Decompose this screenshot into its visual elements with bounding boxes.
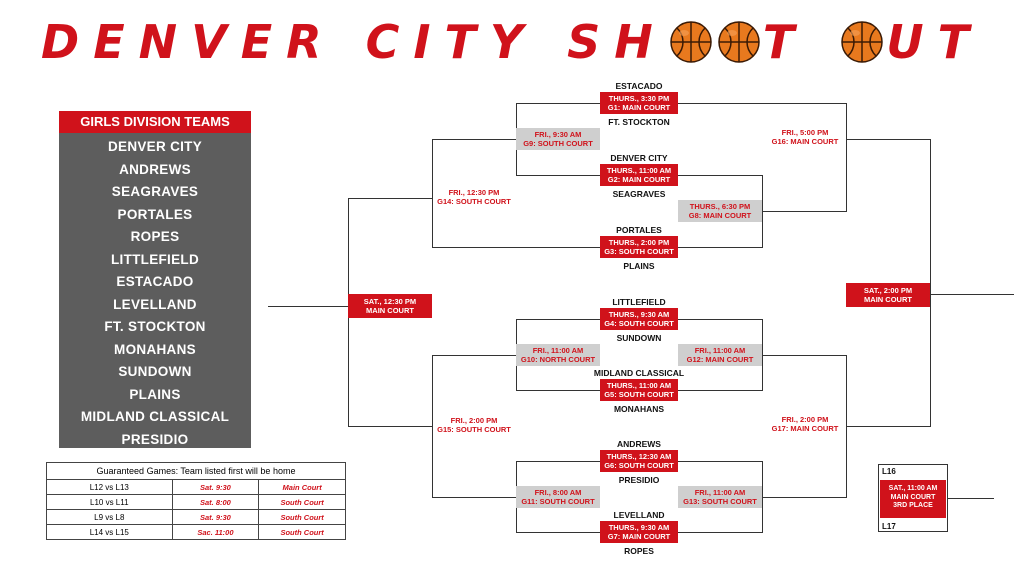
game-court: G2: MAIN COURT — [607, 175, 671, 184]
game-court: MAIN COURT — [864, 295, 912, 304]
team-item: DENVER CITY — [107, 139, 203, 154]
game-time: SAT., 2:00 PM — [863, 286, 913, 295]
team-label: ESTACADO — [615, 81, 663, 91]
game-court: G16: MAIN COURT — [771, 137, 839, 146]
game-court: G1: MAIN COURT — [607, 103, 671, 112]
table-row — [47, 480, 346, 495]
game-court: G15: SOUTH COURT — [437, 425, 511, 434]
game-box-g5 — [600, 379, 678, 401]
game-time: SAT., 12:30 PM — [363, 297, 417, 306]
team-label: PLAINS — [623, 261, 655, 271]
team-label: SEAGRAVES — [612, 189, 666, 199]
game-court: G14: SOUTH COURT — [437, 197, 511, 206]
game-time: THURS., 9:30 AM — [608, 523, 670, 532]
bracket-line — [432, 247, 763, 248]
team-item: MONAHANS — [114, 341, 196, 357]
bracket-line — [762, 497, 847, 498]
game-time: THURS., 11:00 AM — [606, 381, 672, 390]
game-time: THURS., 6:30 PM — [689, 202, 751, 211]
team-item: LEVELLAND — [113, 296, 197, 312]
game-label-g15 — [419, 416, 529, 434]
game-time: FRI., 9:30 AM — [534, 130, 582, 139]
third-place-label: 3RD PLACE — [893, 502, 933, 509]
bracket-line — [930, 139, 931, 427]
team-label: SUNDOWN — [616, 333, 662, 343]
game-box-g2 — [600, 164, 678, 186]
court-cell: Main Court — [259, 480, 346, 495]
game-label-g16 — [750, 128, 860, 146]
bracket-line — [432, 355, 517, 356]
bracket-line — [432, 497, 517, 498]
game-court: G13: SOUTH COURT — [683, 497, 757, 506]
court-cell: South Court — [259, 495, 346, 510]
court-cell: South Court — [259, 525, 346, 540]
game-box-g11 — [516, 486, 600, 508]
bracket-line — [762, 355, 847, 356]
game-time: FRI., 2:00 PM — [781, 415, 829, 424]
title-text-2: T — [762, 15, 839, 69]
bracket-line — [432, 139, 517, 140]
teams-panel — [59, 111, 251, 448]
game-court: G5: SOUTH COURT — [604, 390, 674, 399]
bracket-line — [846, 103, 847, 212]
game-time: FRI., 11:00 AM — [532, 346, 584, 355]
match-cell: L14 vs L15 — [47, 525, 173, 540]
time-cell: Sat. 9:30 — [172, 480, 259, 495]
game-time: FRI., 5:00 PM — [781, 128, 829, 137]
game-court: G7: MAIN COURT — [607, 532, 671, 541]
match-cell: L10 vs L11 — [47, 495, 173, 510]
table-row — [47, 510, 346, 525]
game-box-g8 — [678, 200, 762, 222]
game-box-g10 — [516, 344, 600, 366]
game-time: FRI., 11:00 AM — [694, 346, 746, 355]
guaranteed-games-table — [46, 462, 346, 540]
game-court: G10: NORTH COURT — [520, 355, 596, 364]
guaranteed-games-heading: Guaranteed Games: Team listed first will be home — [47, 463, 346, 480]
team-item: PRESIDIO — [121, 431, 189, 447]
game-time: THURS., 12:30 AM — [606, 452, 672, 461]
game-court: MAIN COURT — [366, 306, 414, 315]
bracket-line — [268, 306, 349, 307]
game-time: FRI., 8:00 AM — [534, 488, 582, 497]
time-cell: Sat. 9:30 — [172, 510, 259, 525]
team-label: ANDREWS — [617, 439, 661, 449]
game-box-g1 — [600, 92, 678, 114]
game-time: THURS., 9:30 AM — [608, 310, 670, 319]
bracket-line — [930, 294, 1014, 295]
game-court: G17: MAIN COURT — [771, 424, 839, 433]
match-cell: L9 vs L8 — [47, 510, 173, 525]
game-box-g9 — [516, 128, 600, 150]
game-box-third-place — [880, 480, 946, 518]
team-label: MIDLAND CLASSICAL — [593, 368, 685, 378]
team-label: MONAHANS — [613, 404, 665, 414]
game-label-g17 — [750, 415, 860, 433]
game-label-g14 — [419, 188, 529, 206]
teams-panel-heading: GIRLS DIVISION TEAMS — [59, 111, 251, 133]
team-item: LITTLEFIELD — [110, 251, 200, 267]
team-label: LEVELLAND — [613, 510, 665, 520]
game-time: THURS., 11:00 AM — [606, 166, 672, 175]
team-label: FT. STOCKTON — [608, 117, 670, 127]
game-box-g6 — [600, 450, 678, 472]
bracket-line — [948, 498, 994, 499]
team-label: PRESIDIO — [618, 475, 660, 485]
game-time: THURS., 3:30 PM — [608, 94, 670, 103]
title-text-1: DENVER CITY SH — [41, 15, 667, 69]
game-box-g12 — [678, 344, 762, 366]
third-place-bottom-label: L17 — [882, 522, 896, 531]
game-box-consolation-final — [348, 294, 432, 318]
page-title — [0, 12, 1024, 72]
team-item: ANDREWS — [119, 161, 191, 177]
team-label: PORTALES — [616, 225, 662, 235]
team-item: ROPES — [130, 229, 180, 244]
bracket-line — [516, 103, 847, 104]
table-row — [47, 525, 346, 540]
game-court: MAIN COURT — [890, 493, 936, 501]
game-time: SAT., 11:00 AM — [888, 485, 938, 492]
team-item: ESTACADO — [116, 274, 194, 289]
team-item: FT. STOCKTON — [104, 319, 206, 334]
game-time: FRI., 12:30 PM — [448, 188, 500, 197]
table-row — [47, 495, 346, 510]
team-item: SUNDOWN — [118, 364, 192, 379]
title-text-3: UT — [886, 15, 983, 69]
game-time: THURS., 2:00 PM — [608, 238, 670, 247]
game-time: FRI., 11:00 AM — [694, 488, 746, 497]
game-court: G4: SOUTH COURT — [604, 319, 674, 328]
game-box-g7 — [600, 521, 678, 543]
game-court: G6: SOUTH COURT — [604, 461, 674, 470]
game-box-championship-final — [846, 283, 930, 307]
time-cell: Sac. 11:00 — [172, 525, 259, 540]
team-item: PORTALES — [117, 206, 193, 222]
game-court: G8: MAIN COURT — [688, 211, 752, 220]
game-box-g4 — [600, 308, 678, 330]
game-box-g3 — [600, 236, 678, 258]
game-time: FRI., 2:00 PM — [450, 416, 498, 425]
third-place-top-label: L16 — [882, 467, 896, 476]
court-cell: South Court — [259, 510, 346, 525]
team-item: MIDLAND CLASSICAL — [80, 409, 230, 424]
basketball-icon — [717, 20, 761, 64]
game-box-g13 — [678, 486, 762, 508]
match-cell: L12 vs L13 — [47, 480, 173, 495]
team-label: DENVER CITY — [610, 153, 668, 163]
time-cell: Sat. 8:00 — [172, 495, 259, 510]
game-court: G9: SOUTH COURT — [523, 139, 593, 148]
team-item: SEAGRAVES — [111, 184, 199, 199]
basketball-icon — [840, 20, 884, 64]
basketball-icon — [669, 20, 713, 64]
game-court: G11: SOUTH COURT — [521, 497, 595, 506]
team-label: LITTLEFIELD — [612, 297, 666, 307]
bracket-line — [762, 211, 847, 212]
team-item: PLAINS — [129, 386, 181, 402]
team-label: ROPES — [624, 546, 654, 556]
game-court: G12: MAIN COURT — [686, 355, 754, 364]
game-court: G3: SOUTH COURT — [604, 247, 674, 256]
